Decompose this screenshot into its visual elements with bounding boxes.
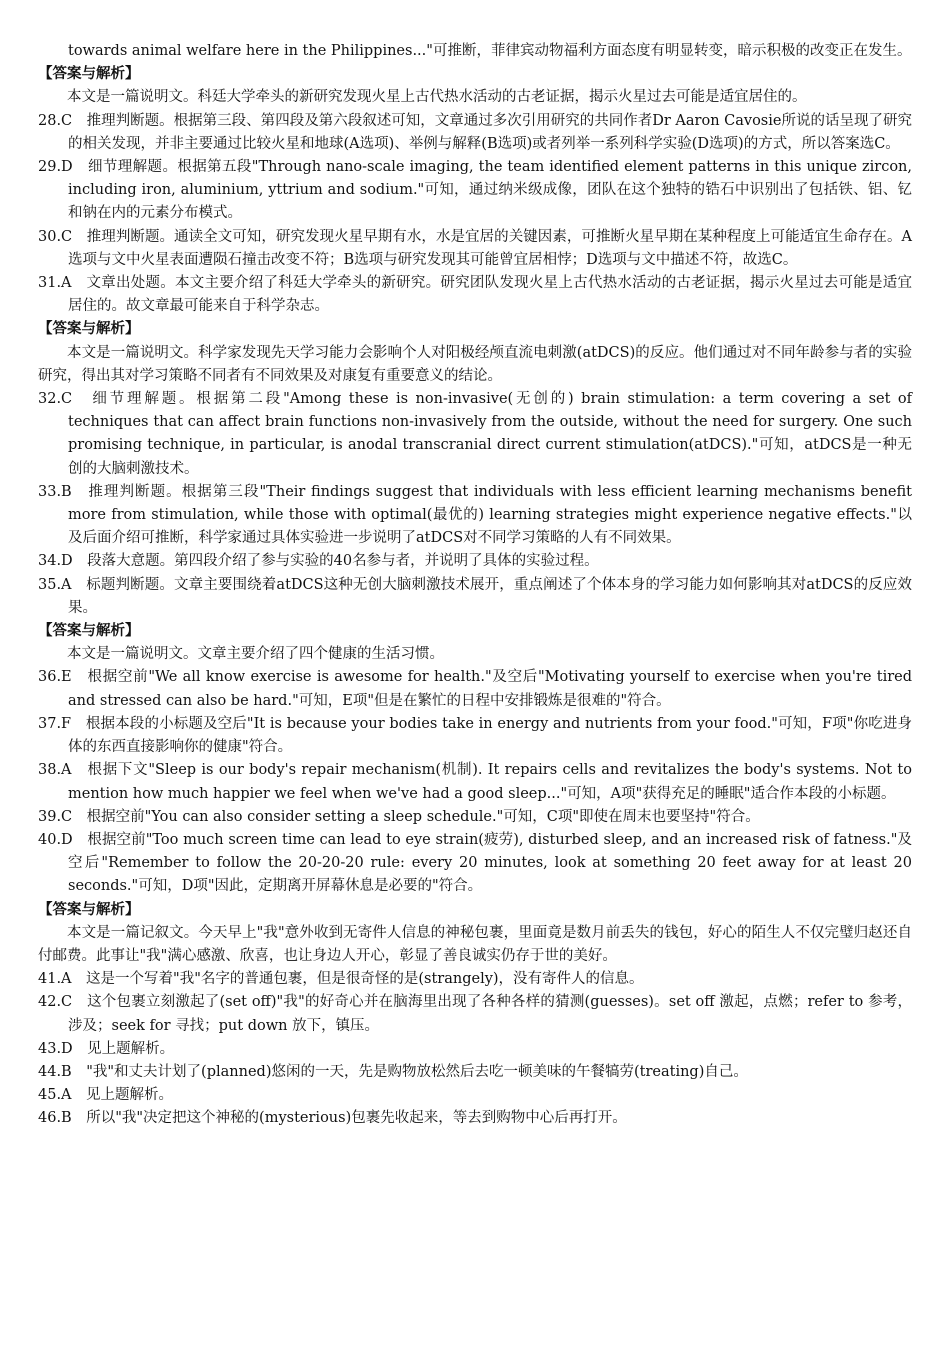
section-intro: 本文是一篇说明文。文章主要介绍了四个健康的生活习惯。 [67, 646, 444, 663]
answer-item-29: 29.D 细节理解题。根据第五段"Through nano-scale imaging, the team identified element patterns in this unique zircon, including iron, aluminium, yttrium and sodium."可知，通过纳米级成像，团队在这个独特的锆石中识别出了包括铁、铝、钇和钠在内的元素分布模式。 [38, 159, 912, 222]
answer-item-46: 46.B 所以"我"决定把这个神秘的(mysterious)包裹先收起来，等去到购物中心后再打开。 [38, 1110, 627, 1127]
answer-section-mars [38, 63, 912, 318]
answer-item-43: 43.D 见上题解析。 [38, 1040, 175, 1057]
answer-item-37: 37.F 根据本段的小标题及空后"It is because your bodies take in energy and nutrients from your food."可知，F项"你吃进身体的东西直接影响你的健康"符合。 [38, 715, 912, 756]
answer-section-habits [38, 620, 912, 898]
answer-item-38: 38.A 根据下文"Sleep is our body's repair mechanism(机制). It repairs cells and revitalizes the body's systems. Not to mention how much happier we feel when we've had a good sleep..."可知，A项"获得充足的睡眠"适合作本段的小标题。 [38, 762, 912, 802]
answer-item-28: 28.C 推理判断题。根据第三段、第四段及第六段叙述可知，文章通过多次引用研究的共同作者Dr Aaron Cavosie所说的话呈现了研究的相关发现，并非主要通过比较火星和地球(A选项)、举例与解释(B选项)或者列举一系列科学实验(D选项)的方式，所以答案选C。 [38, 112, 912, 152]
answer-item-35: 35.A 标题判断题。文章主要围绕着atDCS这种无创大脑刺激技术展开，重点阐述了个体本身的学习能力如何影响其对atDCS的反应效果。 [38, 576, 912, 616]
section-heading: 【答案与解析】 [38, 66, 140, 83]
answer-section-wallet [38, 899, 912, 1131]
answer-section-atdcs [38, 318, 912, 620]
answer-item-30: 30.C 推理判断题。通读全文可知，研究发现火星早期有水，水是宜居的关键因素，可推断火星早期在某种程度上可能适宜生命存在。A选项与文中火星表面遭陨石撞击改变不符；B选项与研究发现其可能曾宜居相悖；D选项与文中描述不符，故选C。 [38, 228, 912, 268]
section-intro: 本文是一篇说明文。科廷大学牵头的新研究发现火星上古代热水活动的古老证据，揭示火星过去可能是适宜居住的。 [67, 89, 807, 106]
answer-item-36: 36.E 根据空前"We all know exercise is awesome for health."及空后"Motivating yourself to exercise when you're tired and stressed can also be hard."可知，E项"但是在繁忙的日程中安排锻炼是很难的"符合。 [38, 669, 912, 709]
opening-text: towards animal welfare here in the Philippines..."可推断，菲律宾动物福利方面态度有明显转变，暗示积极的改变正在发生。 [68, 43, 912, 59]
answer-item-34: 34.D 段落大意题。第四段介绍了参与实验的40名参与者，并说明了具体的实验过程。 [38, 553, 599, 570]
answer-item-42: 42.C 这个包裹立刻激起了(set off)"我"的好奇心并在脑海里出现了各种各样的猜测(guesses)。set off 激起，点燃；refer to 参考，涉及；seek for 寻找；put down 放下，镇压。 [38, 994, 912, 1034]
answer-item-39: 39.C 根据空前"You can also consider setting a sleep schedule."可知，C项"即使在周末也要坚持"符合。 [38, 808, 760, 825]
answer-item-32: 32.C 细节理解题。根据第二段"Among these is non-invasive(无创的) brain stimulation: a term covering a set of techniques that can affect brain functions non-invasively from the outside, without the need for surgery. One such promising technique, in particular, is anodal transcranial direct current stimulation(atDCS)."可知，atDCS是一种无创的大脑刺激技术。 [38, 391, 912, 477]
section-heading: 【答案与解析】 [38, 623, 140, 640]
section-heading: 【答案与解析】 [38, 901, 140, 918]
section-heading: 【答案与解析】 [38, 321, 140, 338]
answer-item-31: 31.A 文章出处题。本文主要介绍了科廷大学牵头的新研究。研究团队发现火星上古代热水活动的古老证据，揭示火星过去可能是适宜居住的。故文章最可能来自于科学杂志。 [38, 275, 912, 315]
answer-item-41: 41.A 这是一个写着"我"名字的普通包裹，但是很奇怪的是(strangely)，没有寄件人的信息。 [38, 971, 644, 988]
answer-item-33: 33.B 推理判断题。根据第三段"Their findings suggest that individuals with less efficient learning mechanisms benefit more from stimulation, while those with optimal(最优的) learning strategies might experience negative effects."以及后面介绍可推断，科学家通过具体实验进一步说明了atDCS对不同学习策略的人有不同效果。 [38, 483, 912, 547]
answer-item-44: 44.B "我"和丈夫计划了(planned)悠闲的一天，先是购物放松然后去吃一顿美味的午餐犒劳(treating)自己。 [38, 1063, 748, 1080]
section-intro: 本文是一篇记叙文。今天早上"我"意外收到无寄件人信息的神秘包裹，里面竟是数月前丢失的钱包，好心的陌生人不仅完璧归赵还自付邮费。此事让"我"满心感激、欣喜，也让身边人开心，彰显了善良诚实仍存于世的美好。 [38, 924, 912, 964]
answer-item-40: 40.D 根据空前"Too much screen time can lead to eye strain(疲劳), disturbed sleep, and an increased risk of fatness."及空后"Remember to follow the 20-20-20 rule: every 20 minutes, look at something 20 feet away for at least 20 seconds."可知，D项"因此，定期离开屏幕休息是必要的"符合。 [38, 831, 912, 895]
answer-item-45: 45.A 见上题解析。 [38, 1087, 174, 1104]
section-intro: 本文是一篇说明文。科学家发现先天学习能力会影响个人对阳极经颅直流电刺激(atDCS)的反应。他们通过对不同年龄参与者的实验研究，得出其对学习策略不同者有不同效果及对康复有重要意义的结论。 [38, 344, 912, 384]
